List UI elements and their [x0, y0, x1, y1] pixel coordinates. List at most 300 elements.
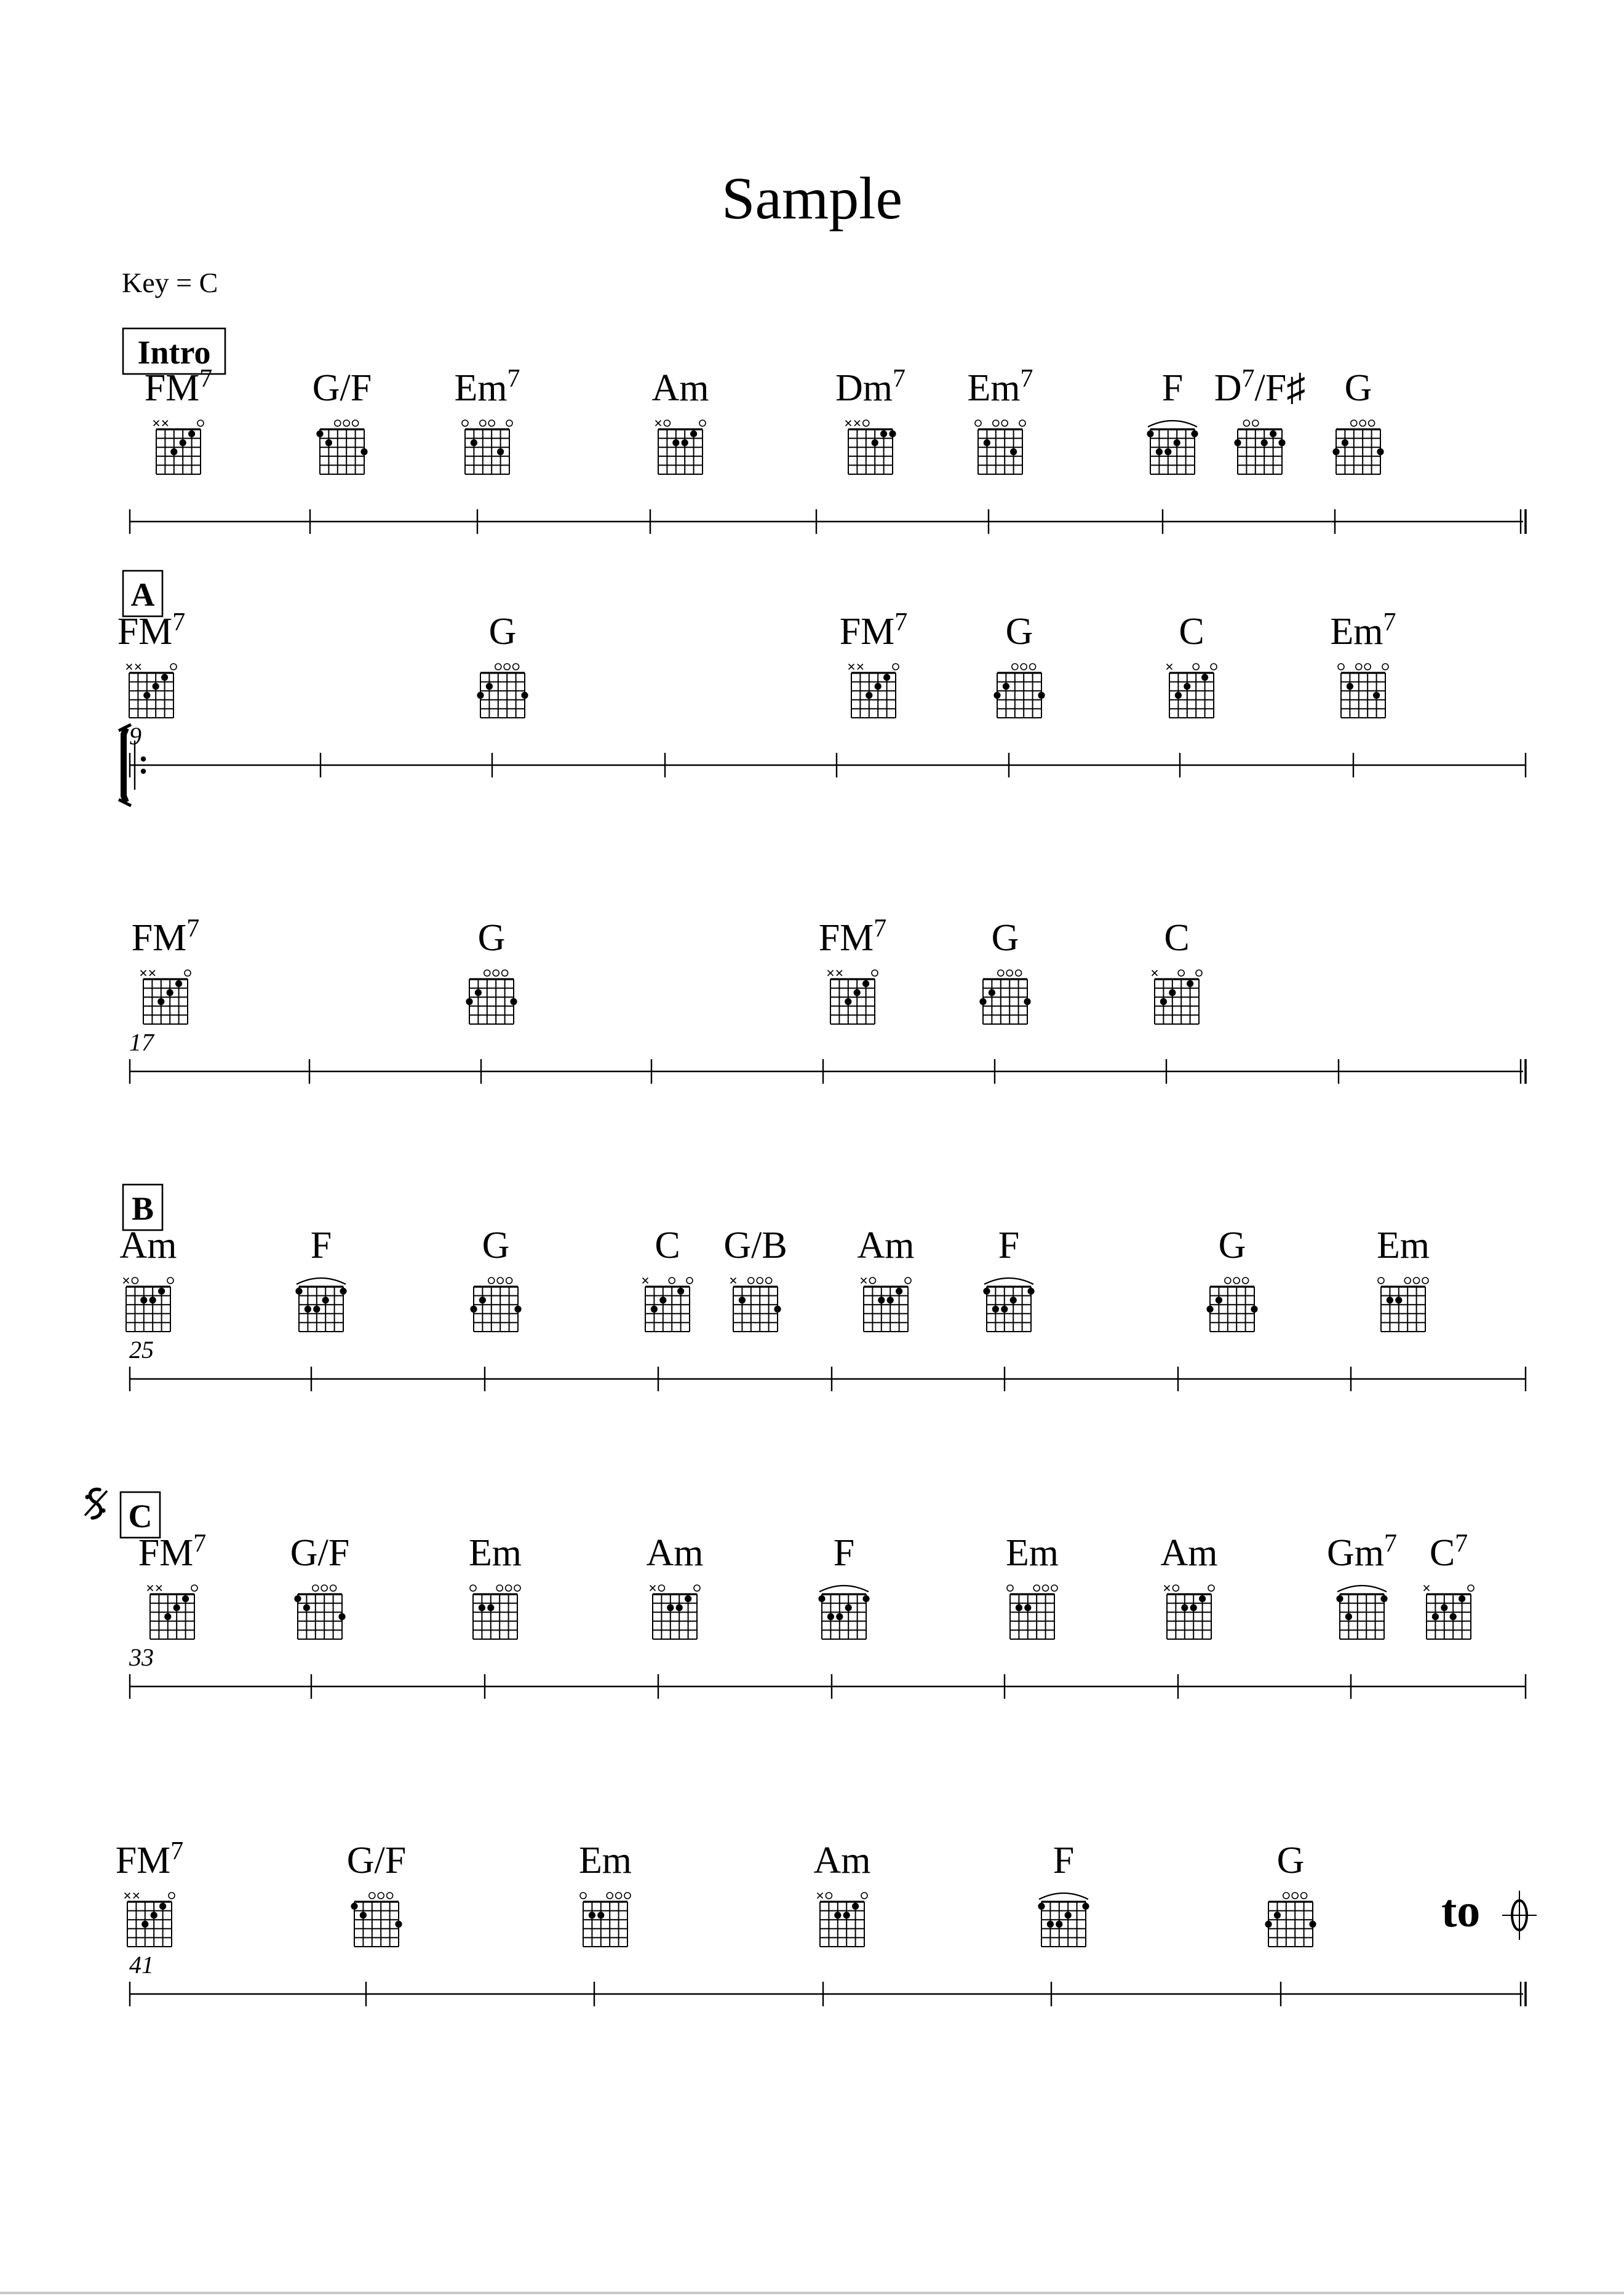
finger-dot — [1147, 431, 1153, 437]
finger-dot — [188, 431, 195, 437]
finger-dot — [1169, 989, 1176, 996]
open-string-mark — [766, 1277, 772, 1284]
chord-extension: 7 — [1241, 365, 1255, 393]
open-string-mark — [1351, 420, 1357, 426]
finger-dot — [682, 439, 688, 446]
chord — [840, 608, 908, 718]
finger-dot — [161, 674, 168, 681]
finger-dot — [1056, 1921, 1062, 1928]
open-string-mark — [484, 970, 490, 976]
finger-dot — [690, 431, 697, 437]
open-string-mark — [480, 420, 486, 426]
chord-name — [819, 915, 887, 959]
open-string-mark — [369, 1893, 375, 1899]
chord-root: Em — [578, 1840, 632, 1881]
finger-dot — [322, 1297, 329, 1303]
chord-root: C — [655, 1225, 680, 1266]
chord — [1167, 611, 1217, 718]
barre-arc — [1039, 1893, 1088, 1899]
chord — [120, 1225, 177, 1332]
chord-root: Am — [1160, 1532, 1218, 1574]
finger-dot — [1332, 448, 1339, 455]
finger-dot — [1001, 1306, 1008, 1313]
chord-root: Am — [646, 1532, 704, 1574]
chord-extension: 7 — [172, 608, 186, 637]
chord-root: Am — [813, 1840, 871, 1881]
open-string-mark — [1001, 420, 1008, 426]
open-string-mark — [1019, 420, 1025, 426]
finger-dot — [1024, 998, 1030, 1005]
finger-dot — [878, 1297, 885, 1303]
finger-dot — [1184, 683, 1190, 689]
open-string-mark — [905, 1277, 911, 1284]
open-string-mark — [1252, 420, 1259, 426]
chord-root: Em — [967, 367, 1021, 409]
finger-dot — [1199, 1595, 1206, 1602]
open-string-mark — [687, 1277, 693, 1284]
open-string-mark — [1414, 1277, 1420, 1284]
finger-dot — [497, 448, 504, 455]
chord — [835, 365, 906, 474]
open-string-mark — [872, 970, 878, 976]
chord-name — [117, 608, 186, 653]
open-string-mark — [826, 1893, 832, 1899]
finger-dot — [1038, 692, 1045, 699]
chord-root: G — [482, 1225, 510, 1266]
open-string-mark — [664, 420, 670, 426]
open-string-mark — [1211, 664, 1217, 670]
open-string-mark — [748, 1277, 754, 1284]
score-system — [117, 571, 1526, 806]
chord — [814, 1840, 871, 1947]
finger-dot — [173, 1604, 180, 1611]
finger-dot — [1201, 674, 1208, 681]
chord-root: Am — [119, 1225, 177, 1266]
finger-dot — [1265, 1921, 1272, 1928]
finger-dot — [1342, 439, 1348, 446]
open-string-mark — [861, 1893, 867, 1899]
finger-dot — [866, 692, 872, 699]
finger-dot — [151, 1912, 157, 1918]
finger-dot — [338, 1613, 345, 1620]
chord-root: C — [1164, 917, 1190, 959]
chord — [138, 1530, 207, 1639]
finger-dot — [983, 1288, 990, 1295]
finger-dot — [685, 1595, 691, 1602]
chord — [579, 1840, 632, 1947]
finger-dot — [1459, 1595, 1465, 1602]
open-string-mark — [132, 1277, 138, 1284]
chord — [1038, 1840, 1089, 1947]
finger-dot — [659, 1297, 666, 1303]
chord — [312, 367, 372, 474]
finger-dot — [875, 683, 882, 689]
chord — [819, 915, 887, 1024]
chord-name — [347, 1840, 406, 1881]
open-string-mark — [470, 1585, 476, 1591]
chord-root: Em — [1330, 611, 1383, 653]
open-string-mark — [863, 420, 869, 426]
chord-name — [138, 1530, 207, 1574]
open-string-mark — [1422, 1277, 1428, 1284]
chord — [1147, 367, 1198, 474]
chord-name — [145, 365, 213, 409]
measure-number: 25 — [129, 1336, 154, 1364]
finger-dot — [1309, 1921, 1316, 1928]
finger-dot — [158, 1288, 165, 1295]
chord — [1424, 1530, 1475, 1639]
measure-number: 41 — [129, 1951, 154, 1979]
chord — [1206, 1225, 1257, 1332]
section-label: Intro — [137, 334, 211, 371]
chord-name — [1345, 367, 1372, 409]
finger-dot — [510, 998, 517, 1005]
chord — [469, 1532, 522, 1639]
finger-dot — [175, 980, 182, 987]
finger-dot — [1027, 1288, 1034, 1295]
finger-dot — [153, 683, 159, 689]
open-string-mark — [497, 1277, 503, 1284]
open-string-mark — [1196, 970, 1202, 976]
chord — [466, 917, 517, 1024]
finger-dot — [1010, 448, 1017, 455]
chord-extension: 7 — [1020, 365, 1033, 393]
finger-dot — [294, 1595, 301, 1602]
finger-dot — [141, 1921, 148, 1928]
open-string-mark — [1225, 1277, 1231, 1284]
chord-root: C — [1429, 1532, 1455, 1574]
chord-root: Em — [454, 367, 507, 409]
finger-dot — [143, 692, 150, 699]
finger-dot — [475, 989, 482, 996]
finger-dot — [1261, 439, 1268, 446]
section-label: B — [131, 1190, 154, 1227]
chord-name — [1277, 1840, 1305, 1881]
finger-dot — [852, 1903, 859, 1910]
chord-name — [655, 1225, 680, 1266]
barre-arc — [819, 1586, 869, 1592]
score-system — [129, 915, 1526, 1084]
chord-name — [469, 1532, 522, 1574]
finger-dot — [1278, 439, 1285, 446]
open-string-mark — [1043, 1585, 1049, 1591]
open-string-mark — [330, 1585, 336, 1591]
chord — [979, 917, 1030, 1024]
finger-dot — [1174, 439, 1180, 446]
chord-root: C — [1179, 611, 1204, 653]
chord — [132, 915, 200, 1024]
chord-root: G/F — [290, 1532, 350, 1574]
open-string-mark — [343, 420, 349, 426]
finger-dot — [1347, 683, 1353, 689]
chord — [858, 1225, 915, 1332]
chord-name — [579, 1840, 632, 1881]
chord — [1265, 1840, 1316, 1947]
chord-name — [1006, 1532, 1059, 1574]
finger-dot — [979, 998, 986, 1005]
open-string-mark — [1178, 970, 1184, 976]
score-systems — [85, 328, 1537, 2006]
finger-dot — [486, 683, 493, 689]
open-string-mark — [335, 420, 341, 426]
finger-dot — [597, 1912, 604, 1918]
finger-dot — [471, 439, 477, 446]
chord — [1152, 917, 1203, 1024]
chord-root: FM — [839, 611, 895, 653]
chord-name — [1053, 1840, 1074, 1881]
open-string-mark — [352, 420, 359, 426]
chord-name — [1006, 611, 1033, 653]
open-string-mark — [1292, 1893, 1298, 1899]
chord-name — [835, 365, 906, 409]
open-string-mark — [506, 1585, 512, 1591]
chord-name — [311, 1225, 332, 1266]
open-string-mark — [1301, 1893, 1307, 1899]
open-string-mark — [321, 1585, 327, 1591]
chord — [116, 1837, 184, 1947]
chord-extension: 7 — [199, 365, 213, 393]
barre-arc — [984, 1278, 1033, 1284]
open-string-mark — [580, 1893, 586, 1899]
finger-dot — [887, 1297, 894, 1303]
chord-name — [1330, 608, 1396, 653]
finger-dot — [589, 1912, 595, 1918]
finger-dot — [395, 1921, 402, 1928]
finger-dot — [1432, 1613, 1439, 1620]
to-coda-text: to — [1441, 1885, 1481, 1937]
open-string-mark — [387, 1893, 393, 1899]
score-system — [116, 1837, 1537, 2006]
finger-dot — [1016, 1604, 1022, 1611]
section-label: A — [130, 576, 155, 613]
finger-dot — [1047, 1921, 1054, 1928]
finger-dot — [984, 439, 990, 446]
open-string-mark — [694, 1585, 700, 1591]
open-string-mark — [998, 970, 1004, 976]
chord-root: G — [991, 917, 1019, 959]
chord — [145, 365, 213, 474]
finger-dot — [479, 1297, 486, 1303]
finger-dot — [182, 1595, 189, 1602]
finger-dot — [993, 692, 1000, 699]
open-string-mark — [169, 1893, 175, 1899]
chord-name — [834, 1532, 854, 1574]
chord-name — [132, 915, 200, 959]
finger-dot — [1190, 1604, 1197, 1611]
finger-dot — [1010, 1297, 1017, 1303]
finger-dot — [862, 1595, 869, 1602]
open-string-mark — [1021, 664, 1027, 670]
chord-name — [840, 608, 908, 653]
finger-dot — [477, 692, 484, 699]
song-title: Sample — [722, 165, 902, 232]
chord-name — [1161, 1532, 1218, 1574]
chord-name — [290, 1532, 349, 1574]
finger-dot — [1345, 1613, 1352, 1620]
finger-dot — [1234, 439, 1241, 446]
finger-dot — [149, 1297, 156, 1303]
barre-arc — [1337, 1586, 1387, 1592]
open-string-mark — [1356, 664, 1362, 670]
finger-dot — [325, 439, 332, 446]
finger-dot — [651, 1306, 658, 1313]
open-string-mark — [197, 420, 204, 426]
chord-name — [312, 367, 372, 409]
finger-dot — [834, 1912, 841, 1918]
finger-dot — [872, 439, 878, 446]
finger-dot — [1156, 448, 1163, 455]
finger-dot — [487, 1604, 494, 1611]
chord-extension: 7 — [893, 365, 906, 393]
measure-number: 33 — [129, 1643, 154, 1671]
open-string-mark — [1359, 420, 1366, 426]
chord-name — [1219, 1225, 1246, 1266]
finger-dot — [1181, 1604, 1188, 1611]
open-string-mark — [1378, 1277, 1384, 1284]
finger-dot — [1270, 431, 1276, 437]
finger-dot — [667, 1604, 674, 1611]
chord — [818, 1532, 869, 1639]
open-string-mark — [1193, 664, 1199, 670]
open-string-mark — [1208, 1585, 1214, 1591]
open-string-mark — [170, 664, 177, 670]
chord-name — [1179, 611, 1204, 653]
chord — [993, 611, 1045, 718]
barre-arc — [1148, 421, 1197, 427]
finger-dot — [1274, 1912, 1281, 1918]
finger-dot — [1251, 1306, 1257, 1313]
chord-root: G — [1005, 611, 1033, 653]
chord-extension: 7 — [1384, 1530, 1397, 1558]
chord-name — [858, 1225, 915, 1266]
chord-name — [814, 1840, 871, 1881]
open-string-mark — [312, 1585, 319, 1591]
finger-dot — [1387, 1297, 1393, 1303]
finger-dot — [1441, 1604, 1447, 1611]
chord-root: F — [310, 1225, 332, 1266]
open-string-mark — [506, 1277, 512, 1284]
finger-dot — [1336, 1595, 1343, 1602]
finger-dot — [479, 1604, 485, 1611]
finger-dot — [340, 1288, 346, 1295]
chord — [477, 611, 528, 718]
chord-extension: 7 — [507, 365, 520, 393]
finger-dot — [1082, 1903, 1089, 1910]
finger-dot — [157, 998, 164, 1005]
chord-root: G/F — [346, 1840, 407, 1881]
finger-dot — [880, 431, 887, 437]
finger-dot — [1038, 1903, 1045, 1910]
open-string-mark — [1172, 1585, 1179, 1591]
chord-extension: 7 — [874, 915, 887, 943]
open-string-mark — [1243, 420, 1249, 426]
chord — [1214, 365, 1306, 474]
finger-dot — [676, 1604, 683, 1611]
chord-root: G — [488, 611, 517, 653]
finger-dot — [862, 980, 869, 987]
finger-dot — [1395, 1297, 1402, 1303]
finger-dot — [845, 998, 851, 1005]
open-string-mark — [506, 420, 512, 426]
open-string-mark — [1012, 664, 1018, 670]
finger-dot — [1003, 683, 1009, 689]
finger-dot — [677, 1288, 684, 1295]
finger-dot — [167, 989, 173, 996]
chord-root: FM — [818, 917, 874, 959]
finger-dot — [1065, 1912, 1072, 1918]
chord-root: F — [1161, 367, 1184, 409]
open-string-mark — [616, 1893, 622, 1899]
chord-name — [482, 1225, 510, 1266]
chord-root: G/F — [312, 367, 372, 409]
chord-name — [1430, 1530, 1468, 1574]
chord-name — [1164, 917, 1189, 959]
finger-dot — [360, 1912, 367, 1918]
finger-dot — [295, 1288, 302, 1295]
chord — [347, 1840, 406, 1947]
chord-root: G — [1276, 1840, 1305, 1881]
open-string-mark — [1382, 664, 1388, 670]
finger-dot — [1206, 1306, 1213, 1313]
finger-dot — [521, 692, 528, 699]
open-string-mark — [1051, 1585, 1057, 1591]
chord — [470, 1225, 521, 1332]
finger-dot — [827, 1613, 834, 1620]
open-string-mark — [462, 420, 468, 426]
open-string-mark — [488, 420, 495, 426]
open-string-mark — [1030, 664, 1036, 670]
finger-dot — [170, 448, 177, 455]
chord-root: Am — [651, 367, 709, 409]
finger-dot — [989, 989, 995, 996]
chord-extension: 7 — [186, 915, 200, 943]
repeat-dot — [141, 757, 146, 761]
finger-dot — [351, 1903, 357, 1910]
chord-root: G — [1218, 1225, 1246, 1266]
open-string-mark — [1243, 1277, 1249, 1284]
open-string-mark — [488, 1277, 495, 1284]
chord-extension: 7 — [894, 608, 908, 637]
open-string-mark — [1404, 1277, 1411, 1284]
chord — [1161, 1532, 1218, 1639]
chord-root: G/B — [723, 1225, 787, 1266]
chord-root: Em — [468, 1532, 522, 1574]
open-string-mark — [1364, 664, 1371, 670]
chord-name — [992, 917, 1019, 959]
finger-dot — [889, 431, 896, 437]
chord-root: FM — [144, 367, 200, 409]
finger-dot — [672, 439, 679, 446]
chord — [983, 1225, 1034, 1332]
finger-dot — [316, 431, 323, 437]
finger-dot — [1175, 692, 1182, 699]
segno-dot — [101, 1508, 105, 1512]
open-string-mark — [502, 970, 508, 976]
finger-dot — [1380, 1595, 1387, 1602]
chord-name — [454, 365, 520, 409]
open-string-mark — [669, 1277, 675, 1284]
chord — [290, 1532, 349, 1639]
chord-root: FM — [131, 917, 187, 959]
finger-dot — [774, 1306, 781, 1313]
chord-root: Em — [1376, 1225, 1430, 1266]
chord — [652, 367, 709, 474]
finger-dot — [1187, 980, 1193, 987]
chord-name — [1327, 1530, 1397, 1574]
open-string-mark — [167, 1277, 173, 1284]
chord-name — [998, 1225, 1019, 1266]
open-string-mark — [1283, 1893, 1289, 1899]
